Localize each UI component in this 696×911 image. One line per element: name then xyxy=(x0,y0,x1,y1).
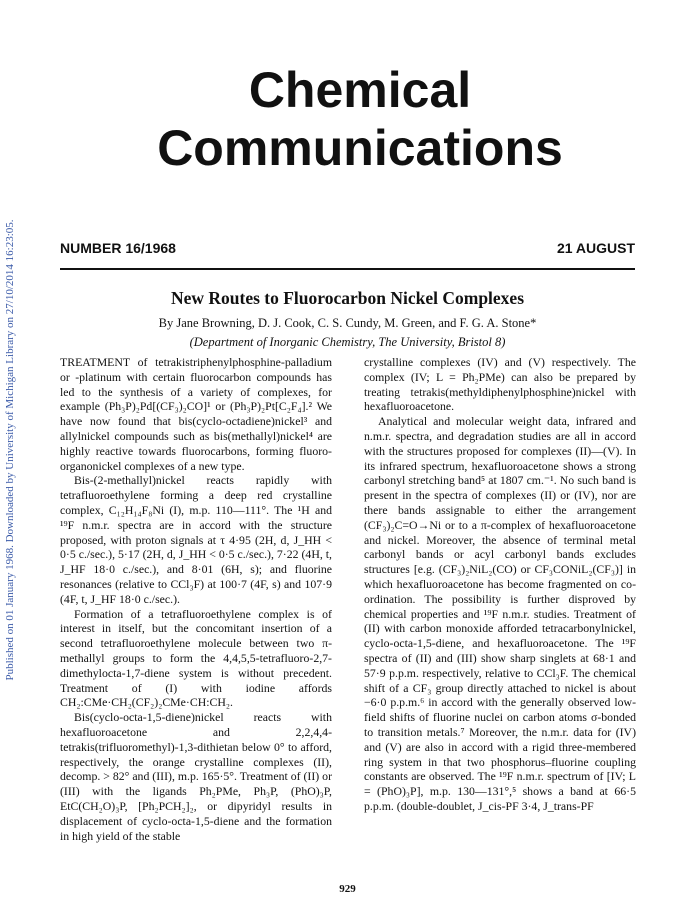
journal-title-line1: Chemical xyxy=(248,62,472,118)
download-notice-text: Published on 01 January 1968. Downloaded by University of Michigan Library on 27/10/2014 16:23:05. xyxy=(4,219,16,681)
paragraph: Analytical and molecular weight data, infrared and n.m.r. spectra, and degradation studies are all in accord with the structures proposed for complexes (II)—(V). In its infrared spectrum, hexafluoroacetone shows a strong carbonyl stretching band⁵ at 1807 cm.⁻¹. No such band is present in the spectra of complexes (II) or (IV), nor are there bands assignable to either the arrangement (CF₃)₂C=O→Ni or to a π-complex of hexafluoroacetone and nickel. Moreover, the absence of terminal metal carbonyl bands or acyl carbonyl bands excludes structures [e.g. (CF₃)₂NiL₂(CO) or CF₃CONiL₂(CF₃)] in which hexafluoroacetone has become fragmented on co-ordination. The possibility is further disproved by chemical properties and ¹⁹F n.m.r. studies. Treatment of (II) with carbon monoxide afforded tetracarbonylnickel, cyclo-octa-1,5-diene, and hexafluoroacetone. The ¹⁹F spectra of (II) and (III) show sharp singlets at 68·1 and 57·9 p.p.m. respectively, relative to CCl₃F. The chemical shift of a CF₃ group directly attached to nickel is about −6·0 p.p.m.⁶ in accord with the generally observed low-field shifts of fluorine nuclei on carbon atoms σ-bonded to transition metals.⁷ Moreover, the n.m.r. data for (IV) and (V) are also in accord with a rigid three-membered ring system in that two phosphorus–fluorine coupling constants are observed. The ¹⁹F n.m.r. spectrum of [IV; L = (PhO)₃P], m.p. 130—131°,⁵ shows a band at 66·5 p.p.m. (double-doublet, J_cis-PF 3·4, J_trans-PF xyxy=(364,414,636,813)
article-authors: By Jane Browning, D. J. Cook, C. S. Cundy, M. Green, and F. G. A. Stone* xyxy=(158,316,537,330)
page-number: 929 xyxy=(339,883,356,895)
journal-title-line2: Communications xyxy=(157,120,563,176)
header-rule xyxy=(60,268,635,270)
download-notice-sidebar xyxy=(2,30,18,870)
text-column-right xyxy=(364,355,636,814)
paragraph: Bis(cyclo-octa-1,5-diene)nickel reacts with hexafluoroacetone and 2,2,4,4-tetrakis(trifluoromethyl)-1,3-dithietan below 0° to afford, respectively, the orange crystalline complexes (II), decomp. > 82° and (III), m.p. 165·5°. Treatment of (II) or (III) with the ligands Ph₂PMe, Ph₃P, (PhO)₃P, EtC(CH₂O)₃P, [Ph₂PCH₂]₂, or dipyridyl results in displacement of cyclo-octa-1,5-diene and the formation in high yield of the stable xyxy=(60,710,332,843)
issue-date: 21 AUGUST xyxy=(556,240,635,256)
paragraph: crystalline complexes (IV) and (V) respectively. The complex (IV; L = Ph₂PMe) can also be prepared by treating tetrakis(methyldiphenylphosphine)nickel with hexafluoroacetone. xyxy=(364,355,636,414)
article-affiliation: (Department of Inorganic Chemistry, The University, Bristol 8) xyxy=(189,335,506,349)
text-column-left xyxy=(60,355,332,843)
issue-number: NUMBER 16/1968 xyxy=(60,240,176,256)
paragraph: Formation of a tetrafluoroethylene complex is of interest in itself, but the concomitant insertion of a second tetrafluoroethylene molecule between two π-methallyl groups to form the 4,4,5,5-tetrafluoro-2,7-dimethylocta-1,7-diene system is without precedent. Treatment of (I) with iodine affords CH₂:CMe·CH₂(CF₂)₂CMe·CH:CH₂. xyxy=(60,606,332,710)
paragraph: TREATMENT of tetrakistriphenylphosphine-palladium or -platinum with certain fluorocarbon compounds has led to the synthesis of a variety of complexes, for example (Ph₃P)₂Pd[(CF₃)₂CO]¹ or (Ph₃P)₂Pt[C₂F₄].² We have now found that bis(cyclo-octadiene)nickel³ and allylnickel compounds such as bis(methallyl)nickel⁴ are highly reactive towards fluorocarbons, forming fluoro-organonickel complexes of a new type. xyxy=(60,355,332,473)
paragraph: Bis-(2-methallyl)nickel reacts rapidly with tetrafluoroethylene forming a deep red crystalline complex, C₁₂H₁₄F₈Ni (I), m.p. 110—111°. The ¹H and ¹⁹F n.m.r. spectra are in accord with the structure proposed, with proton signals at τ 4·95 (2H, d, J_HH < 0·5 c./sec.), 5·17 (2H, d, J_HH < 0·5 c./sec.), 7·22 (4H, t, J_HF 18·0 c./sec.), and 8·01 (6H, s); and fluorine resonances (relative to CCl₃F) at 100·7 (4F, s) and 107·9 (4F, t, J_HF 18·0 c./sec.). xyxy=(60,473,332,606)
article-title: New Routes to Fluorocarbon Nickel Complexes xyxy=(170,288,525,308)
